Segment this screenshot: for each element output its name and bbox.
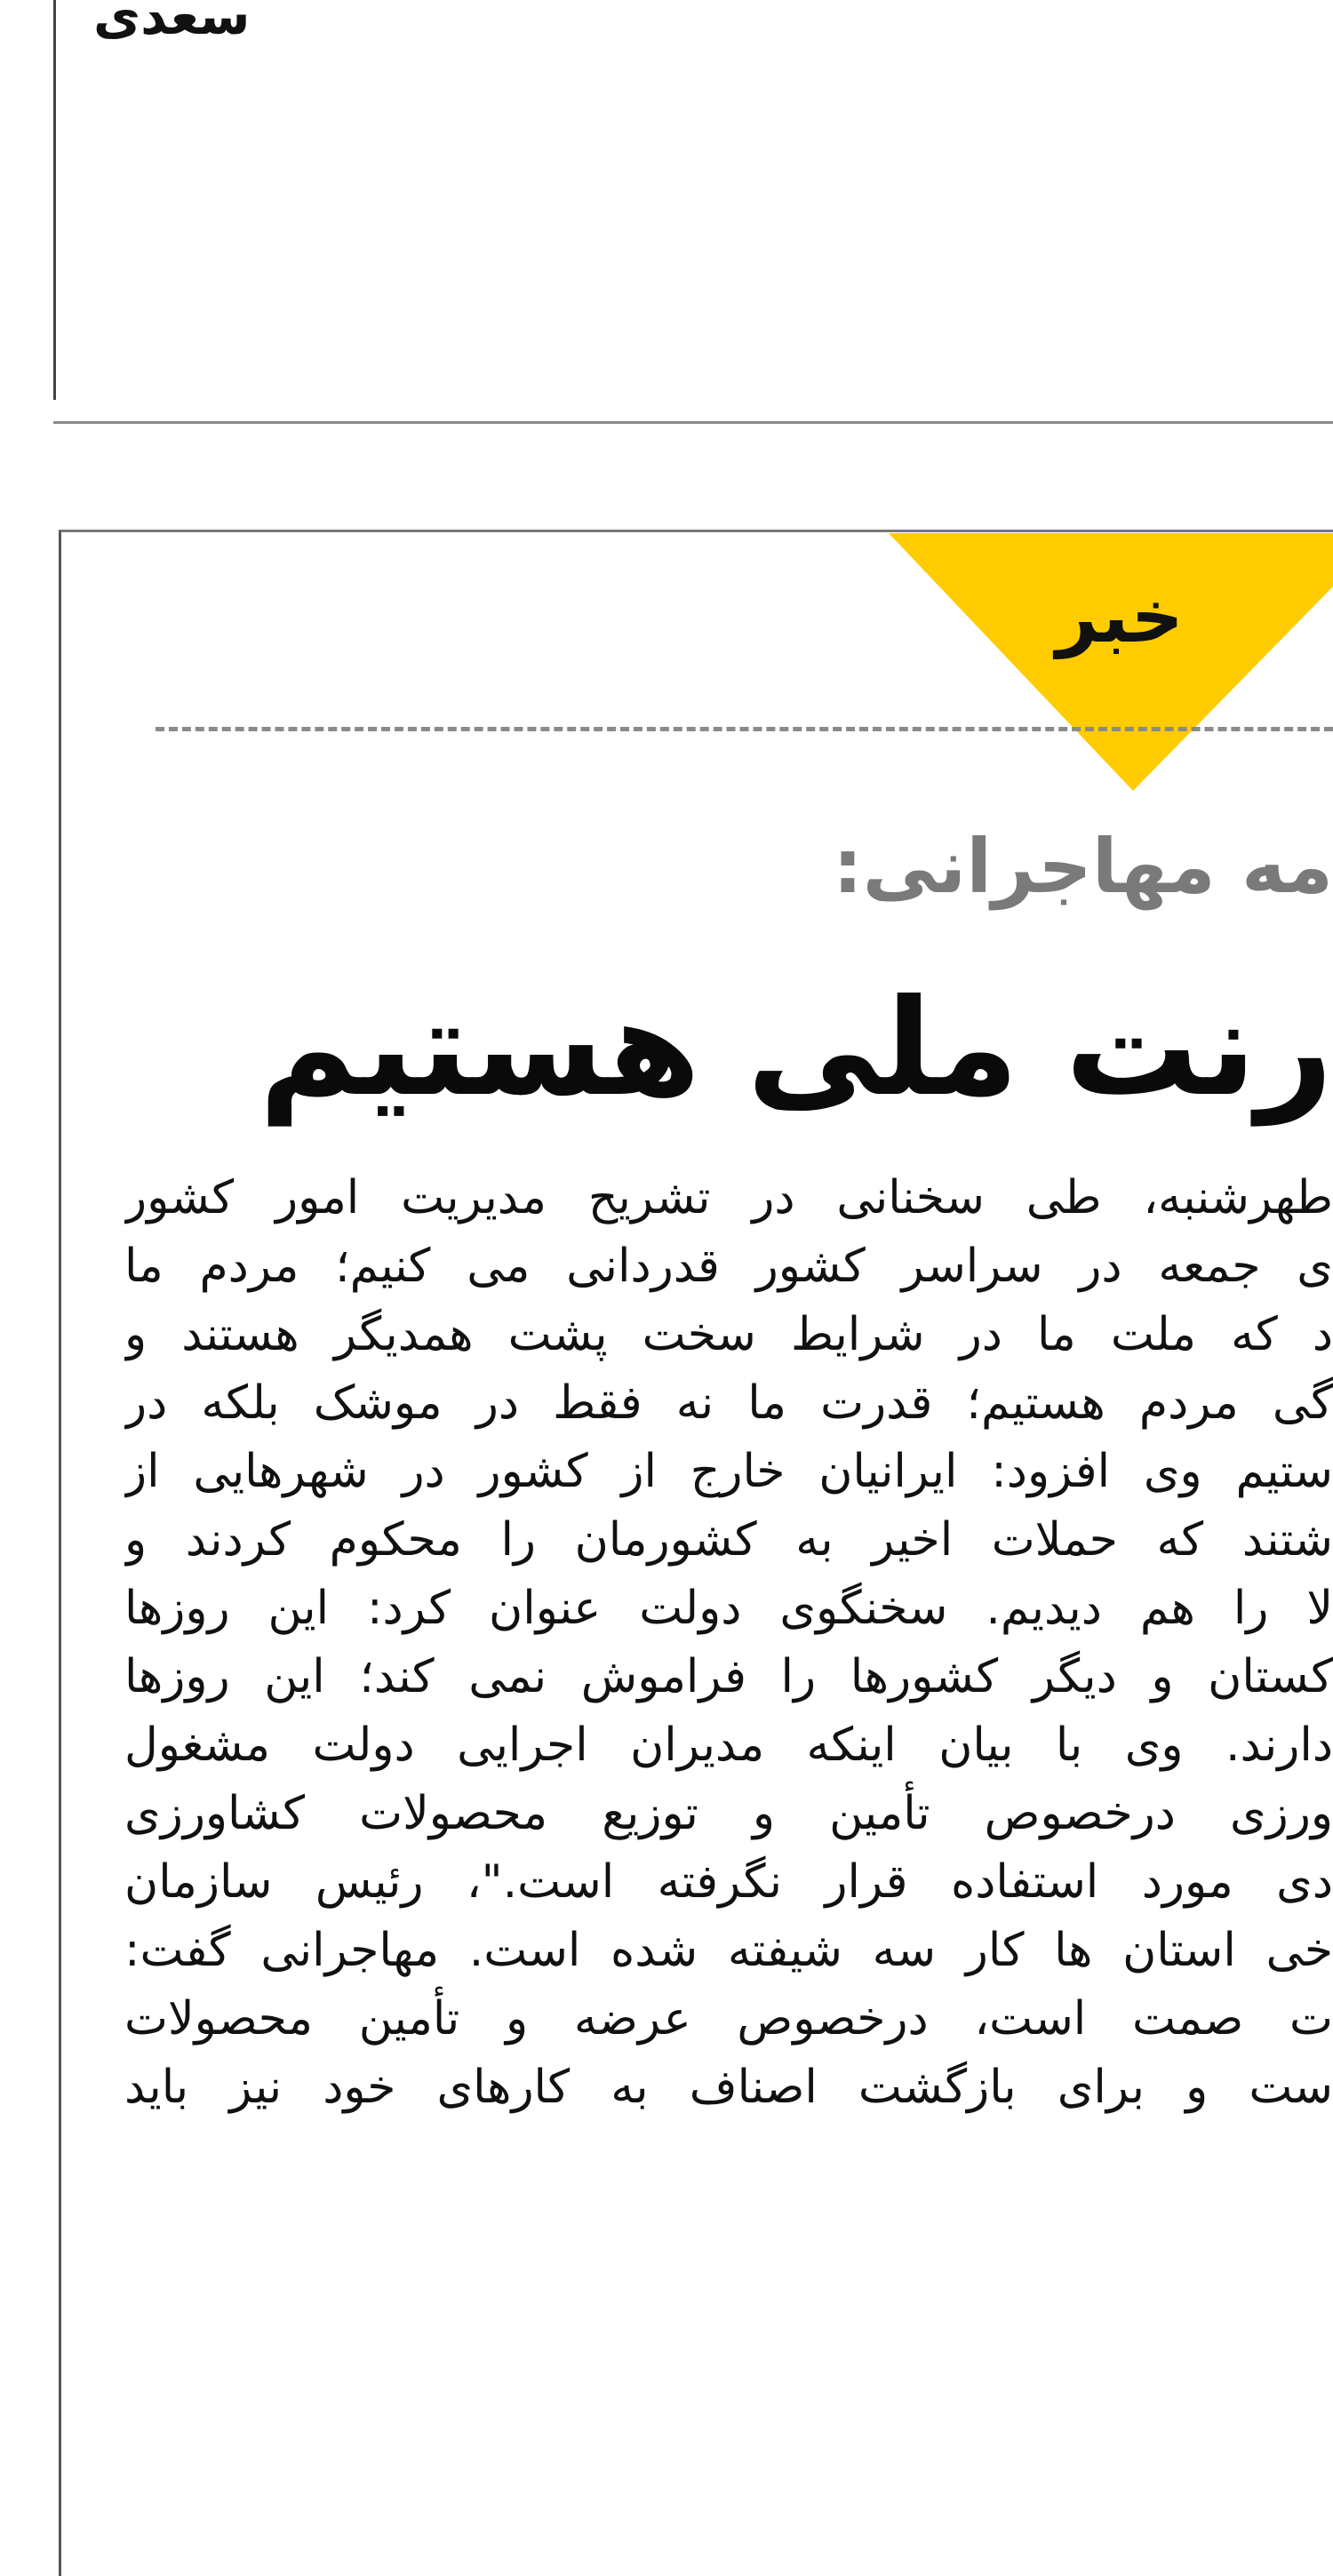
body-line: ت صمت است، درخصوص عرضه و تأمین محصولات [124, 1992, 1333, 2046]
author-signature: سعدی [93, 0, 251, 46]
article-body [124, 1164, 1333, 2122]
badge-label: خبر [1056, 575, 1184, 659]
body-line: د که ملت ما در شرایط سخت پشت همدیگر هستند و [124, 1308, 1333, 1361]
article-kicker: مه مهاجرانی: [833, 823, 1333, 910]
body-line: دارند. وی با بیان اینکه مدیران اجرایی دولت مشغول [124, 1719, 1333, 1772]
body-line: ی جمعه در سراسر کشور قدردانی می کنیم؛ مردم ما [124, 1240, 1333, 1293]
body-line: خی استان ها کار سه شیفته شده است. مهاجرانی گفت: [124, 1924, 1333, 1977]
body-line: گی مردم هستیم؛ قدرت ما نه فقط در موشک بلکه در [124, 1376, 1333, 1430]
body-line: کستان و دیگر کشورها را فراموش نمی کند؛ این روزها [124, 1650, 1333, 1703]
body-line: ورزی درخصوص تأمین و توزیع محصولات کشاورزی [124, 1787, 1333, 1840]
article-headline: رنت ملی هستیم [259, 971, 1333, 1126]
body-line: لا را هم دیدیم. سخنگوی دولت عنوان کرد: این روزها [124, 1582, 1333, 1635]
dashed-divider [156, 727, 1333, 731]
previous-article-box [0, 0, 1333, 427]
body-line: ستیم وی افزود: ایرانیان خارج از کشور در شهرهایی از [124, 1445, 1333, 1498]
box-bottom-border [53, 421, 1333, 424]
body-line: طهرشنبه، طی سخنانی در تشریح مدیریت امور کشور [124, 1171, 1333, 1224]
body-line: شتند که حملات اخیر به کشورمان را محکوم کردند و [124, 1513, 1333, 1567]
body-line: ست و برای بازگشت اصناف به کارهای خود نیز باید [124, 2061, 1333, 2114]
body-line: دی مورد استفاده قرار نگرفته است."، رئیس سازمان [124, 1855, 1333, 1909]
box-left-border [53, 0, 56, 400]
